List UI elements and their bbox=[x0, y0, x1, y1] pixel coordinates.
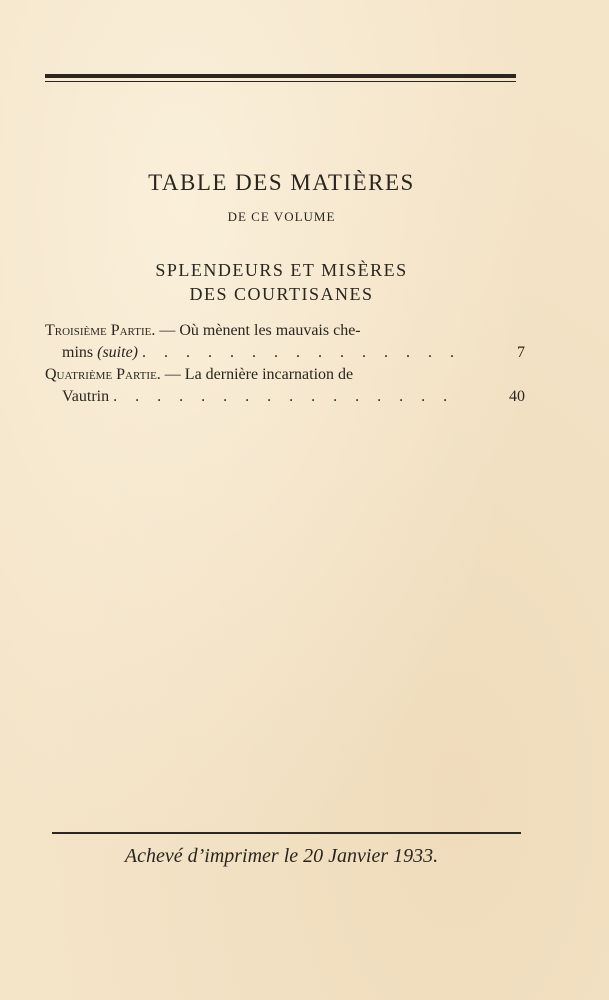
bottom-rule bbox=[52, 832, 521, 834]
toc-dot-leader: . . . . . . . . . . . . . . . bbox=[142, 344, 461, 361]
toc-title: TABLE DES MATIÈRES bbox=[148, 170, 415, 195]
toc-entry-line-1 bbox=[45, 364, 525, 386]
toc-subtitle: DE CE VOLUME bbox=[227, 209, 336, 224]
toc-part-title: — Où mènent les mauvais che- bbox=[159, 322, 361, 339]
toc-part-title: — La dernière incarnation de bbox=[164, 366, 354, 383]
toc-entry-line-2 bbox=[45, 386, 525, 408]
top-rule bbox=[45, 74, 516, 78]
toc-part-title-italic: (suite) bbox=[97, 344, 138, 361]
toc-part-title-cont: mins bbox=[62, 344, 94, 361]
toc-part-label: Quatrième Partie. bbox=[45, 366, 161, 383]
work-title-line-1: SPLENDEURS ET MISÈRES bbox=[155, 260, 408, 280]
toc-part-title-cont: Vautrin bbox=[62, 388, 110, 405]
top-rule-thin bbox=[45, 81, 516, 82]
toc-list bbox=[45, 320, 525, 408]
toc-entry[interactable] bbox=[45, 364, 525, 408]
work-title bbox=[0, 258, 563, 306]
toc-entry-line-1 bbox=[45, 320, 525, 342]
toc-page-number: 40 bbox=[509, 388, 525, 405]
toc-entry[interactable] bbox=[45, 320, 525, 364]
toc-entry-line-2 bbox=[45, 342, 525, 364]
toc-part-label: Troisième Partie. bbox=[45, 322, 156, 339]
work-title-line-2: DES COURTISANES bbox=[189, 284, 374, 304]
colophon: Achevé d’imprimer le 20 Janvier 1933. bbox=[124, 845, 439, 867]
toc-dot-leader: . . . . . . . . . . . . . . . . bbox=[113, 388, 455, 405]
toc-page-number: 7 bbox=[517, 344, 525, 361]
